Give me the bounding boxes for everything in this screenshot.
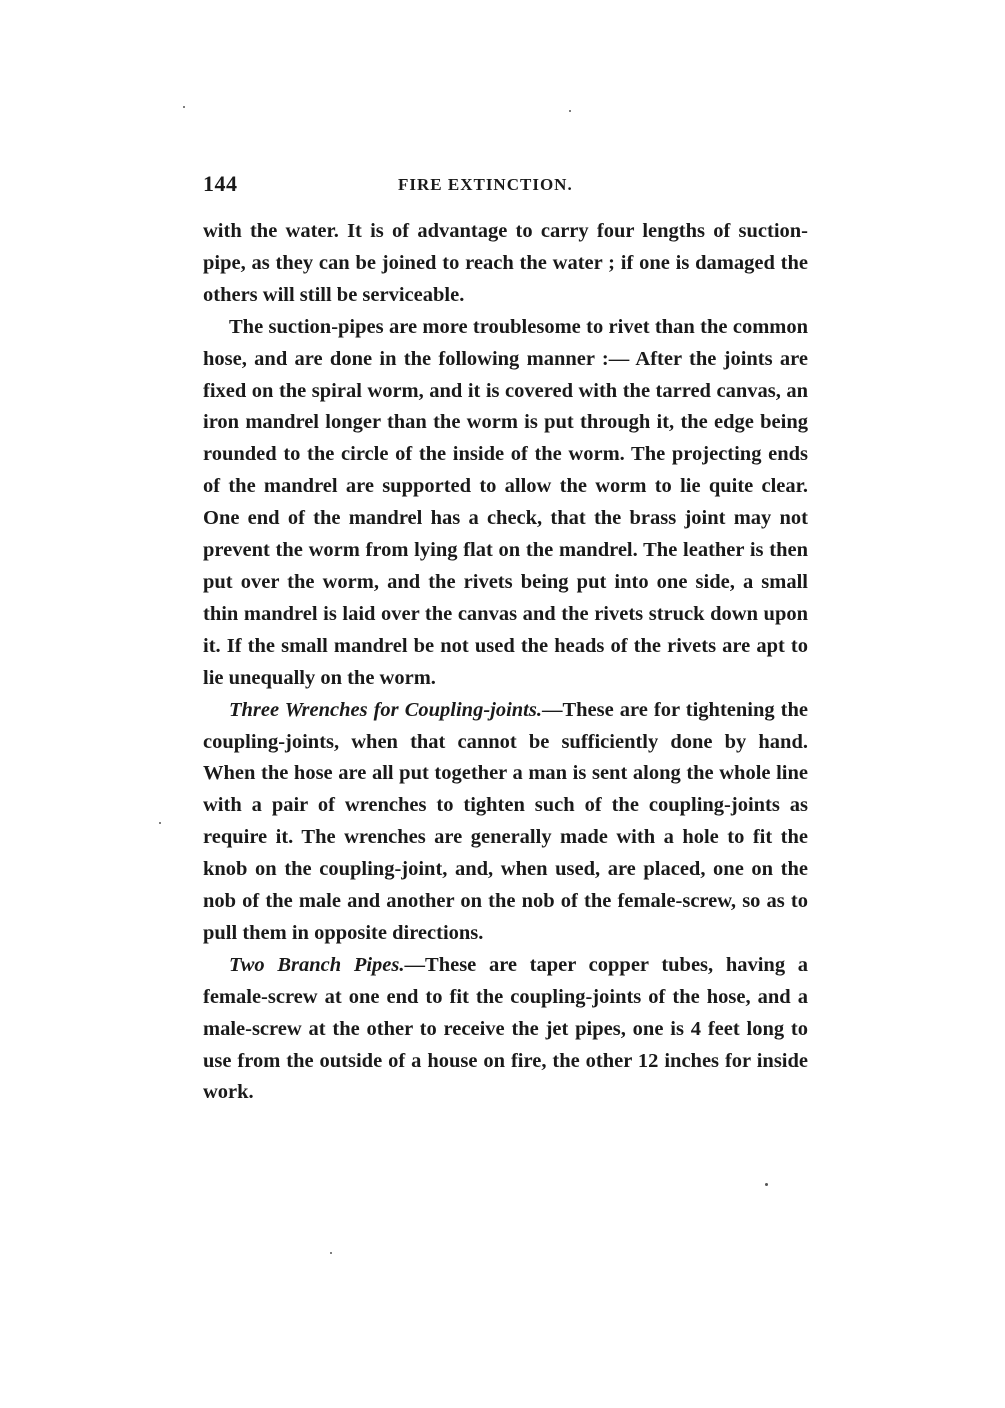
scan-speck xyxy=(330,1252,332,1254)
body-text xyxy=(203,216,808,1109)
page-number: 144 xyxy=(203,171,238,196)
paragraph-continuation xyxy=(203,216,808,312)
page-header xyxy=(203,171,803,201)
paragraph-text: —These are for tightening the coupling-joints, when that cannot be sufficiently done by hand. When the hose are all put together a man is sent along the whole line with a pair of wrenches to tighten such of the coupling-joints as require it. The wrenches are generally made with a hole to fit the knob on the coupling-joint, and, when used, are placed, one on the nob of the male and another on the nob of the female-screw, so as to pull them in opposite directions. xyxy=(203,698,808,944)
scan-speck xyxy=(183,106,185,108)
paragraph-suction-pipes xyxy=(203,312,808,695)
paragraph-text: with the water. It is of advantage to carry four lengths of suction-pipe, as they can be joined to reach the water ; if one is damaged the others will still be serviceable. xyxy=(203,220,808,306)
scan-speck xyxy=(765,1183,768,1186)
scan-speck xyxy=(159,822,161,824)
paragraph-wrenches xyxy=(203,695,808,950)
paragraph-text: —These are taper copper tubes, having a female-screw at one end to fit the coupling-joints of the hose, and a male-screw at the other to receive the jet pipes, one is 4 feet long to use from the outside of a house on fire, the other 12 inches for inside work. xyxy=(203,953,808,1104)
running-title: FIRE EXTINCTION. xyxy=(398,175,573,194)
scan-speck xyxy=(569,110,571,112)
paragraph-text: The suction-pipes are more troublesome to rivet than the common hose, and are done in the following manner :— After the joints are fixed on the spiral worm, and it is covered with the tarred canvas, an iron mandrel longer than the worm is put through it, the edge being rounded to the circle of the inside of the worm. The projecting ends of the mandrel are supported to allow the worm to lie quite clear. One end of the mandrel has a check, that the brass joint may not prevent the worm from lying flat on the mandrel. The leather is then put over the worm, and the rivets being put into one side, a small thin mandrel is laid over the canvas and the rivets struck down upon it. If the small mandrel be not used the heads of the rivets are apt to lie unequally on the worm. xyxy=(203,315,808,689)
section-title-wrenches: Three Wrenches for Coupling-joints. xyxy=(229,698,542,721)
section-title-branch-pipes: Two Branch Pipes. xyxy=(229,953,405,976)
paragraph-branch-pipes xyxy=(203,950,808,1110)
